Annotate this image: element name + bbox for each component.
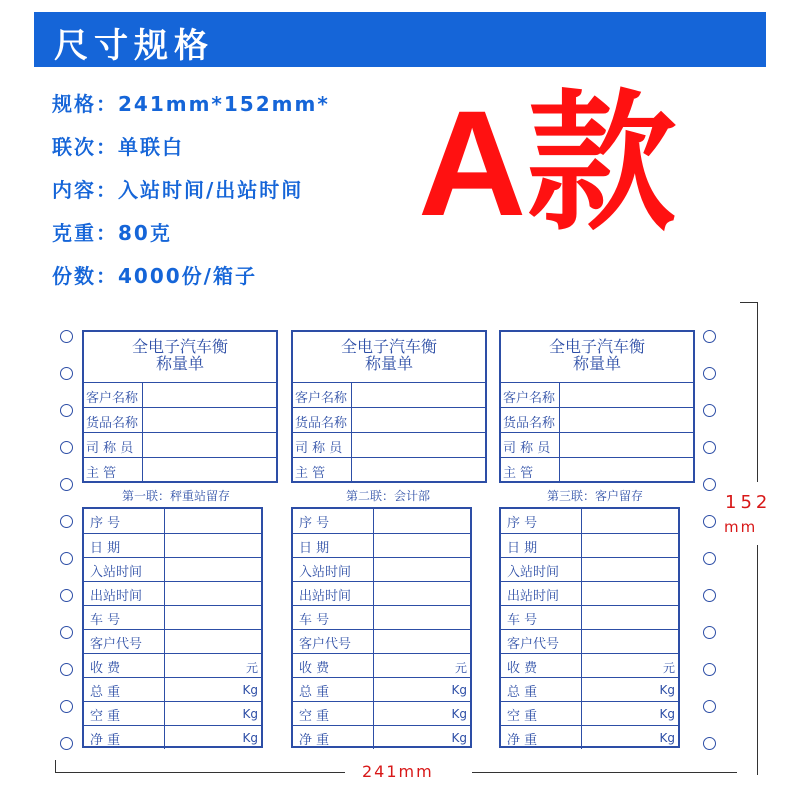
feed-hole-icon: [60, 330, 73, 343]
form-row-label: 净 重: [299, 733, 330, 748]
cell-divider: [373, 630, 374, 653]
spec-sep: ：: [96, 135, 118, 159]
spec-value: 4000份/箱子: [118, 264, 257, 288]
cell-divider: [142, 433, 143, 457]
cell-divider: [581, 582, 582, 605]
form-bottom-row: [84, 509, 261, 533]
form-top-row: [501, 432, 693, 457]
feed-hole-icon: [60, 515, 73, 528]
form-bottom-row: [501, 605, 678, 629]
form-bottom-row: [501, 533, 678, 557]
cell-divider: [373, 558, 374, 581]
feed-hole-icon: [60, 367, 73, 380]
cell-divider: [373, 702, 374, 725]
form-bottom-row: [293, 533, 470, 557]
form-row-label: 出站时间: [90, 589, 143, 604]
form-row-unit: 元: [454, 661, 467, 675]
form-row-unit: Kg: [451, 731, 467, 745]
cell-divider: [164, 702, 165, 725]
form-row-label: 主 管: [295, 466, 326, 481]
form-bottom-row: [84, 605, 261, 629]
form-row-label: 净 重: [90, 733, 121, 748]
cell-divider: [581, 630, 582, 653]
form-top-box: [82, 330, 278, 483]
form-bottom-row: [293, 605, 470, 629]
spec-label: 份数: [52, 264, 96, 288]
form-row-label: 司 称 员: [295, 441, 343, 456]
form-title-line1: 全电子汽车衡: [340, 337, 437, 356]
form-row-label: 客户名称: [503, 391, 556, 406]
feed-hole-icon: [703, 330, 716, 343]
cell-divider: [164, 678, 165, 701]
cell-divider: [164, 606, 165, 629]
form-title-line1: 全电子汽车衡: [548, 337, 645, 356]
form-bottom-row: [293, 509, 470, 533]
feed-hole-icon: [703, 441, 716, 454]
form-row-unit: Kg: [242, 683, 258, 697]
form-top-row: [293, 407, 485, 432]
feed-hole-icon: [60, 626, 73, 639]
copy-label: 第一联：秤重站留存: [122, 489, 231, 503]
cell-divider: [351, 408, 352, 432]
form-top-row: [84, 407, 276, 432]
form-row-label: 收 费: [90, 661, 121, 676]
cell-divider: [164, 582, 165, 605]
form-row-label: 客户代号: [299, 637, 352, 652]
form-row-label: 货品名称: [503, 416, 556, 431]
variant-label: A款: [418, 79, 677, 247]
form-bottom-row: [84, 557, 261, 581]
form-top-row: [501, 457, 693, 482]
form-row-label: 空 重: [507, 709, 538, 724]
form-bottom-row: [84, 677, 261, 701]
form-row-label: 车 号: [90, 613, 121, 628]
form-bottom-row: [84, 533, 261, 557]
cell-divider: [559, 433, 560, 457]
feed-hole-icon: [60, 404, 73, 417]
form-row-unit: Kg: [242, 731, 258, 745]
form-row-label: 主 管: [86, 466, 117, 481]
cell-divider: [581, 509, 582, 533]
cell-divider: [559, 408, 560, 432]
form-row-label: 日 期: [507, 541, 538, 556]
form-row-label: 收 费: [507, 661, 538, 676]
feed-hole-icon: [703, 663, 716, 676]
form-top-row: [84, 432, 276, 457]
spec-sep: ：: [96, 221, 118, 245]
height-dimension-label-top: 152: [725, 492, 772, 513]
height-dimension-tick-top: [740, 302, 758, 303]
feed-hole-icon: [60, 589, 73, 602]
cell-divider: [164, 534, 165, 557]
form-row-label: 货品名称: [86, 416, 139, 431]
cell-divider: [373, 726, 374, 749]
form-row-label: 净 重: [507, 733, 538, 748]
width-dimension-line-left: [55, 772, 345, 773]
form-row-label: 空 重: [90, 709, 121, 724]
feed-hole-icon: [60, 663, 73, 676]
form-bottom-row: [501, 581, 678, 605]
height-dimension-line-bottom: [757, 545, 758, 775]
form-row-label: 主 管: [503, 466, 534, 481]
copy-label: 第二联：会计部: [346, 489, 431, 503]
form-top-row: [293, 382, 485, 407]
feed-hole-icon: [703, 626, 716, 639]
cell-divider: [373, 654, 374, 677]
form-row-label: 收 费: [299, 661, 330, 676]
cell-divider: [581, 726, 582, 749]
spec-label: 联次: [52, 135, 96, 159]
feed-hole-icon: [703, 589, 716, 602]
form-bottom-row: [501, 557, 678, 581]
form-row-label: 出站时间: [507, 589, 560, 604]
form-top-box: [499, 330, 695, 483]
form-top-row: [84, 457, 276, 482]
form-row-label: 客户名称: [86, 391, 139, 406]
banner-title: 尺寸规格: [54, 26, 214, 66]
form-title-line2: 称量单: [155, 354, 204, 373]
cell-divider: [581, 534, 582, 557]
cell-divider: [164, 558, 165, 581]
feed-hole-icon: [703, 367, 716, 380]
form-bottom-row: [501, 725, 678, 749]
form-title-line2: 称量单: [572, 354, 621, 373]
form-row-label: 客户名称: [295, 391, 348, 406]
form-top-row: [293, 457, 485, 482]
form-bottom-box: [499, 507, 680, 748]
form-bottom-row: [293, 677, 470, 701]
feed-hole-icon: [703, 478, 716, 491]
form-row-label: 序 号: [299, 516, 330, 531]
form-bottom-row: [501, 701, 678, 725]
feed-hole-icon: [703, 737, 716, 750]
form-bottom-row: [293, 725, 470, 749]
form-row-label: 序 号: [90, 516, 121, 531]
spec-value: 80克: [118, 221, 172, 245]
form-row-label: 客户代号: [507, 637, 560, 652]
cell-divider: [164, 509, 165, 533]
form-bottom-box: [82, 507, 263, 748]
form-row-label: 序 号: [507, 516, 538, 531]
cell-divider: [142, 458, 143, 482]
form-row-label: 货品名称: [295, 416, 348, 431]
copy-label: 第三联：客户留存: [547, 489, 644, 503]
form-row-unit: 元: [662, 661, 675, 675]
form-row-label: 总 重: [507, 685, 538, 700]
form-row-label: 车 号: [507, 613, 538, 628]
feed-hole-icon: [703, 700, 716, 713]
height-dimension-label-bottom: mm: [724, 518, 758, 536]
spec-line: [52, 174, 303, 203]
form-row-label: 总 重: [90, 685, 121, 700]
width-dimension-label: 241mm: [362, 762, 434, 781]
form-top-row: [501, 407, 693, 432]
spec-line: [52, 88, 330, 117]
spec-line: [52, 131, 184, 160]
form-top-box: [291, 330, 487, 483]
form-row-unit: 元: [245, 661, 258, 675]
cell-divider: [581, 678, 582, 701]
feed-hole-icon: [60, 700, 73, 713]
form-row-unit: Kg: [659, 707, 675, 721]
feed-hole-icon: [60, 478, 73, 491]
cell-divider: [373, 678, 374, 701]
form-row-label: 日 期: [299, 541, 330, 556]
spec-value: 入站时间/出站时间: [118, 178, 304, 202]
form-row-label: 日 期: [90, 541, 121, 556]
cell-divider: [373, 606, 374, 629]
form-bottom-row: [501, 677, 678, 701]
form-bottom-row: [84, 701, 261, 725]
cell-divider: [581, 702, 582, 725]
form-bottom-row: [293, 653, 470, 677]
form-bottom-row: [84, 581, 261, 605]
form-row-label: 入站时间: [299, 565, 352, 580]
form-bottom-row: [84, 725, 261, 749]
cell-divider: [351, 458, 352, 482]
form-row-label: 车 号: [299, 613, 330, 628]
cell-divider: [351, 433, 352, 457]
form-bottom-row: [501, 653, 678, 677]
spec-label: 规格: [52, 92, 96, 116]
width-dimension-line-right: [472, 772, 737, 773]
form-bottom-row: [501, 629, 678, 653]
form-title-line1: 全电子汽车衡: [131, 337, 228, 356]
form-bottom-row: [293, 557, 470, 581]
form-row-label: 出站时间: [299, 589, 352, 604]
cell-divider: [164, 654, 165, 677]
cell-divider: [559, 383, 560, 407]
cell-divider: [351, 383, 352, 407]
form-row-label: 司 称 员: [503, 441, 551, 456]
spec-value: 单联白: [118, 135, 184, 159]
spec-label: 内容: [52, 178, 96, 202]
spec-value: 241mm*152mm*: [118, 92, 330, 116]
feed-hole-icon: [60, 441, 73, 454]
form-title: [501, 332, 693, 372]
form-title: [293, 332, 485, 372]
form-row-label: 总 重: [299, 685, 330, 700]
cell-divider: [142, 408, 143, 432]
feed-hole-icon: [60, 552, 73, 565]
form-row-unit: Kg: [659, 731, 675, 745]
width-dimension-tick-left: [55, 760, 56, 773]
feed-hole-icon: [60, 737, 73, 750]
spec-sep: ：: [96, 264, 118, 288]
header-banner: [34, 12, 766, 67]
form-row-unit: Kg: [659, 683, 675, 697]
spec-line: [52, 260, 257, 289]
form-title: [84, 332, 276, 372]
form-bottom-row: [84, 653, 261, 677]
spec-line: [52, 217, 172, 246]
form-row-unit: Kg: [242, 707, 258, 721]
form-top-row: [84, 382, 276, 407]
form-row-label: 司 称 员: [86, 441, 134, 456]
form-row-label: 入站时间: [507, 565, 560, 580]
feed-hole-icon: [703, 404, 716, 417]
form-title-line2: 称量单: [364, 354, 413, 373]
cell-divider: [581, 654, 582, 677]
form-row-label: 空 重: [299, 709, 330, 724]
cell-divider: [373, 534, 374, 557]
cell-divider: [373, 582, 374, 605]
spec-sep: ：: [96, 178, 118, 202]
form-row-unit: Kg: [451, 707, 467, 721]
cell-divider: [581, 558, 582, 581]
feed-hole-icon: [703, 515, 716, 528]
form-row-label: 客户代号: [90, 637, 143, 652]
feed-hole-icon: [703, 552, 716, 565]
form-bottom-row: [501, 509, 678, 533]
form-bottom-box: [291, 507, 472, 748]
form-top-row: [293, 432, 485, 457]
cell-divider: [164, 630, 165, 653]
form-bottom-row: [293, 629, 470, 653]
form-bottom-row: [293, 701, 470, 725]
cell-divider: [142, 383, 143, 407]
spec-label: 克重: [52, 221, 96, 245]
form-row-unit: Kg: [451, 683, 467, 697]
form-top-row: [501, 382, 693, 407]
form-row-label: 入站时间: [90, 565, 143, 580]
cell-divider: [373, 509, 374, 533]
form-bottom-row: [293, 581, 470, 605]
form-bottom-row: [84, 629, 261, 653]
cell-divider: [581, 606, 582, 629]
cell-divider: [164, 726, 165, 749]
height-dimension-line-top: [757, 302, 758, 482]
spec-sep: ：: [96, 92, 118, 116]
cell-divider: [559, 458, 560, 482]
